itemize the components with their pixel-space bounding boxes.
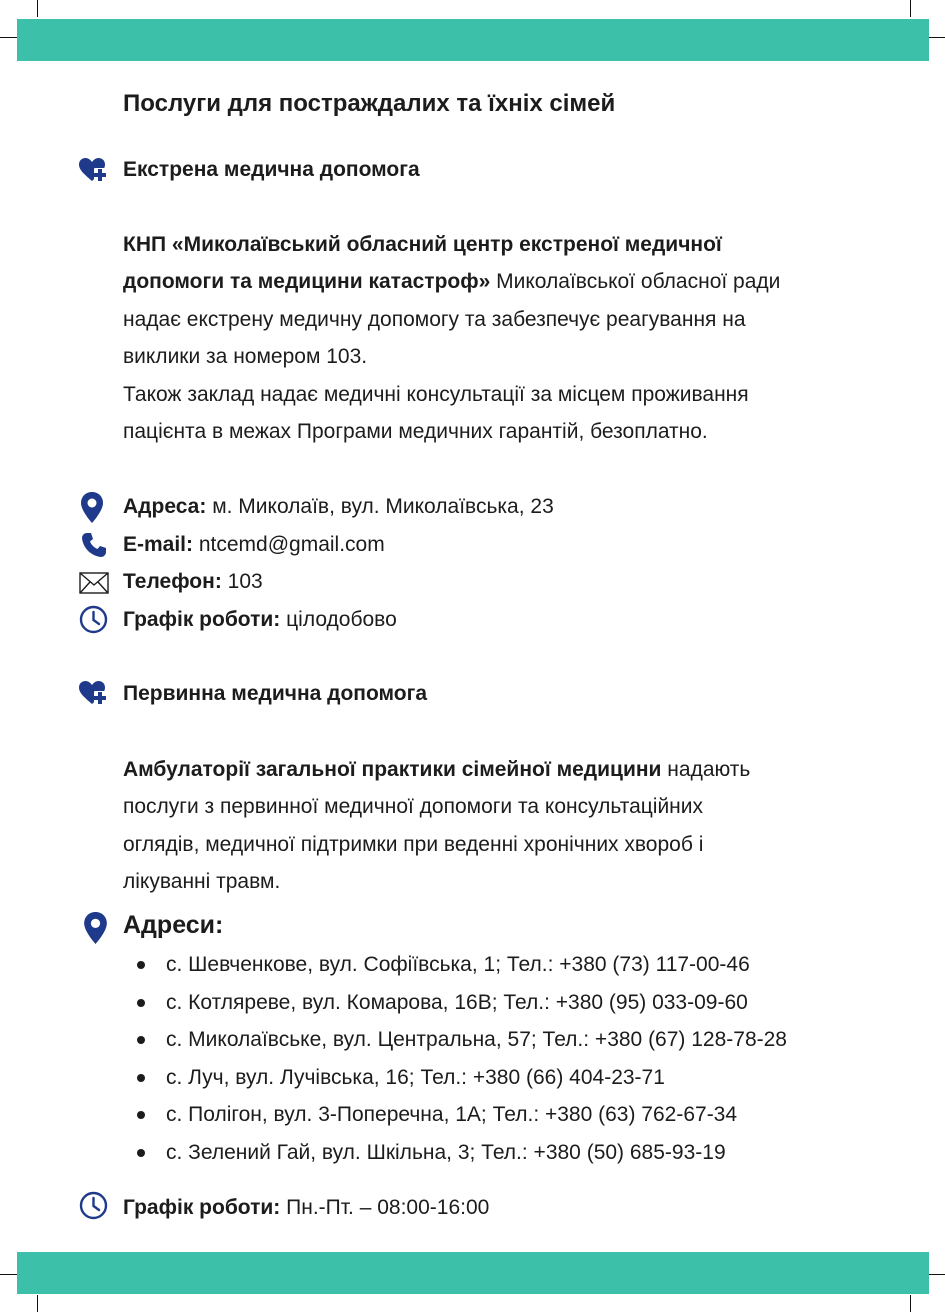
crop-mark xyxy=(0,1274,17,1275)
crop-mark xyxy=(910,1295,911,1312)
clinics-description: надають xyxy=(667,758,751,781)
envelope-icon xyxy=(79,572,109,594)
phone-value[interactable]: 103 xyxy=(227,570,263,593)
page-title: Послуги для постраждалих та їхніх сімей xyxy=(123,90,616,117)
org-name-bold: КНП «Миколаївський обласний центр екстреної медичної xyxy=(123,233,722,256)
address-list-item: с. Котляреве, вул. Комарова, 16В; Тел.: +380 (95) 033-09-60 xyxy=(166,990,748,1014)
addresses-heading: Адреси: xyxy=(123,911,224,939)
schedule-value: цілодобово xyxy=(286,608,397,631)
paragraph-line: виклики за номером 103. xyxy=(123,345,368,368)
heart-medical-icon xyxy=(78,680,108,706)
bullet-dot xyxy=(137,1074,145,1082)
org-description: Миколаївської обласної ради xyxy=(496,270,781,293)
crop-mark xyxy=(910,0,911,17)
address-list-item: с. Миколаївське, вул. Центральна, 57; Тел.: +380 (67) 128-78-28 xyxy=(166,1028,787,1051)
bottom-band xyxy=(17,1252,929,1294)
org-name-bold: допомоги та медицини катастроф» xyxy=(123,270,491,293)
bullet-dot xyxy=(137,961,145,969)
paragraph-line xyxy=(123,263,780,301)
address-value: м. Миколаїв, вул. Миколаївська, 23 xyxy=(212,495,554,518)
address-row xyxy=(123,488,554,526)
address-label: Адреса: xyxy=(123,495,207,518)
clinics-name-bold: Амбулаторії загальної практики сімейної медицини xyxy=(123,758,662,781)
paragraph-line xyxy=(123,226,722,264)
schedule-row xyxy=(123,1189,489,1227)
crop-mark xyxy=(0,37,17,38)
address-list-item: с. Полігон, вул. 3-Поперечна, 1А; Тел.: +380 (63) 762-67-34 xyxy=(166,1103,738,1126)
bullet-dot xyxy=(137,999,145,1007)
heart-medical-icon xyxy=(78,157,108,183)
section-title-emergency: Екстрена медична допомога xyxy=(123,158,420,181)
location-pin-icon xyxy=(83,911,108,945)
crop-mark xyxy=(929,37,945,38)
email-row xyxy=(123,526,385,564)
section-title-primary: Первинна медична допомога xyxy=(123,682,428,705)
bullet-dot xyxy=(137,1149,145,1157)
email-value[interactable]: ntcemd@gmail.com xyxy=(198,533,385,556)
phone-row xyxy=(123,563,263,601)
address-list-item: с. Зелений Гай, вул. Шкільна, 3; Тел.: +380 (50) 685-93-19 xyxy=(166,1140,726,1164)
clock-icon xyxy=(79,605,108,634)
schedule-value: Пн.-Пт. – 08:00-16:00 xyxy=(286,1196,490,1219)
schedule-label: Графік роботи: xyxy=(123,1196,281,1219)
paragraph-line: оглядів, медичної підтримки при веденні хронічних хвороб і xyxy=(123,833,704,856)
paragraph-line: пацієнта в межах Програми медичних гарантій, безоплатно. xyxy=(123,420,708,443)
location-pin-icon xyxy=(80,491,104,524)
paragraph-line: лікуванні травм. xyxy=(123,870,281,893)
bullet-dot xyxy=(137,1111,145,1119)
address-list-item: с. Луч, вул. Лучівська, 16; Тел.: +380 (66) 404-23-71 xyxy=(166,1065,665,1089)
address-list-item: с. Шевченкове, вул. Софіївська, 1; Тел.: +380 (73) 117-00-46 xyxy=(166,953,750,976)
email-label: E-mail: xyxy=(123,533,194,556)
crop-mark xyxy=(929,1274,945,1275)
top-band xyxy=(17,19,929,61)
phone-label: Телефон: xyxy=(123,570,222,593)
phone-icon xyxy=(81,532,107,558)
schedule-row xyxy=(123,601,397,639)
paragraph-line xyxy=(123,751,750,789)
crop-mark xyxy=(37,0,38,17)
paragraph-line: надає екстрену медичну допомогу та забезпечує реагування на xyxy=(123,308,746,331)
bullet-dot xyxy=(137,1036,145,1044)
paragraph-line: послуги з первинної медичної допомоги та консультаційних xyxy=(123,795,704,818)
paragraph-line: Також заклад надає медичні консультації за місцем проживання xyxy=(123,383,749,406)
clock-icon xyxy=(79,1191,108,1220)
crop-mark xyxy=(37,1295,38,1312)
schedule-label: Графік роботи: xyxy=(123,608,281,631)
